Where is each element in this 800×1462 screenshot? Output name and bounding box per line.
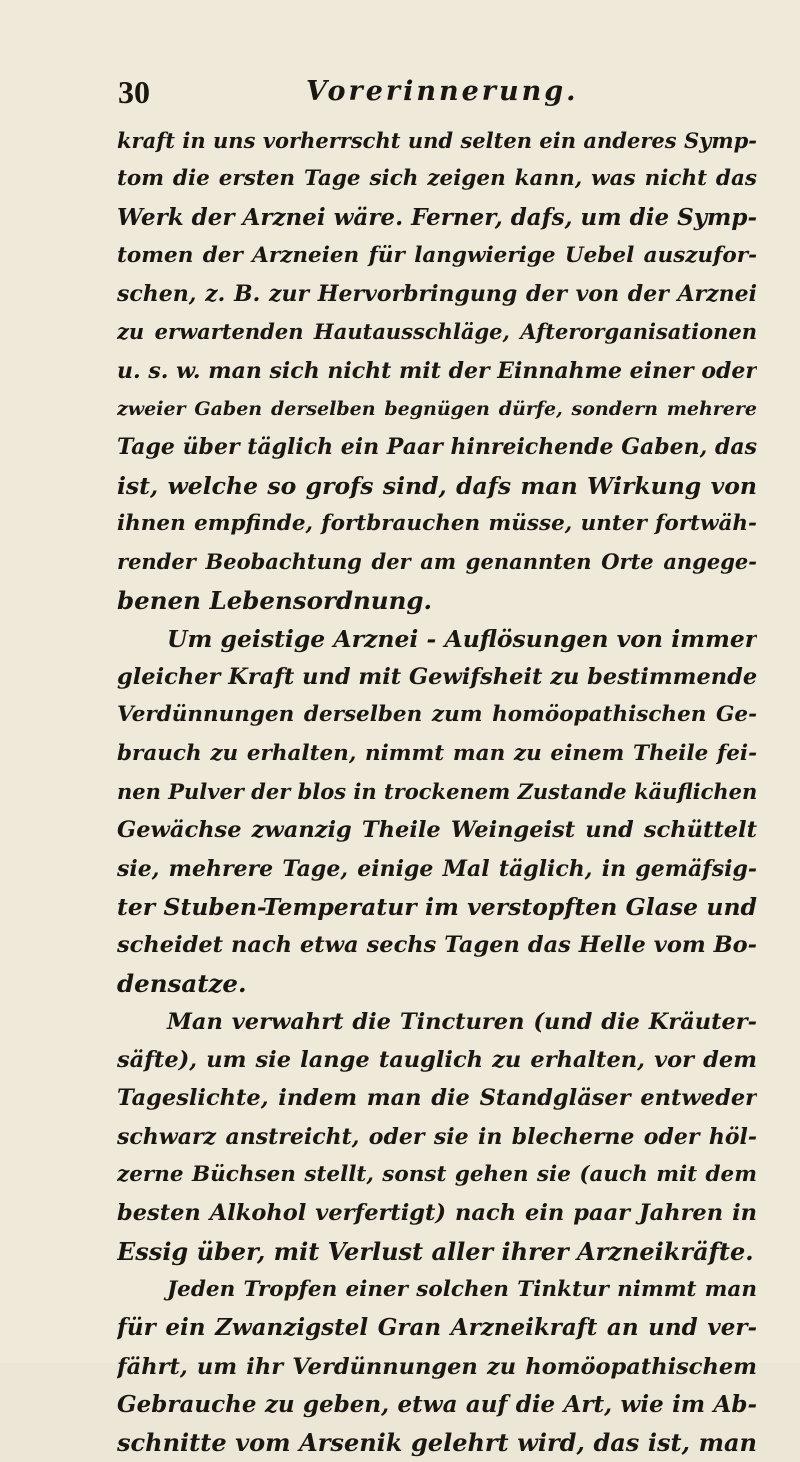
text-line: Werk der Arznei wäre. Ferner, dafs, um die Symp- — [117, 203, 757, 231]
text-line: ist, welche so grofs sind, dafs man Wirkung von — [117, 471, 757, 500]
text-line: benen Lebensordnung. — [117, 585, 433, 615]
text-line: schen, z. B. zur Hervorbringung der von der Arznei — [117, 281, 757, 308]
text-line: schwarz anstreicht, oder sie in blecherne oder höl- — [117, 1123, 757, 1150]
text-line: Um geistige Arznei - Auflösungen von immer — [167, 624, 757, 653]
text-line: schnitte vom Arsenik gelehrt wird, das ist, man — [117, 1428, 757, 1458]
text-line: densatze. — [117, 968, 247, 998]
text-line: zu erwartenden Hautausschläge, Afterorganisationen — [117, 319, 757, 345]
text-line: Gebrauche zu geben, etwa auf die Art, wie im Ab- — [117, 1390, 757, 1418]
text-line: Verdünnungen derselben zum homöopathischen Ge- — [117, 702, 757, 728]
page-header — [118, 74, 758, 114]
text-line: Gewächse zwanzig Theile Weingeist und schüttelt — [117, 817, 757, 844]
page-number: 30 — [118, 74, 150, 110]
text-line: ter Stuben-Temperatur im verstopften Glase und — [117, 892, 757, 921]
text-line: säfte), um sie lange tauglich zu erhalten, vor dem — [117, 1047, 757, 1074]
text-line: Essig über, mit Verlust aller ihrer Arzneikräfte. — [117, 1236, 754, 1266]
text-line: besten Alkohol verfertigt) nach ein paar Jahren in — [117, 1200, 757, 1227]
text-line: Man verwahrt die Tincturen (und die Kräuter- — [167, 1008, 757, 1035]
text-line: für ein Zwanzigstel Gran Arzneikraft an und ver- — [117, 1314, 757, 1342]
text-line: u. s. w. man sich nicht mit der Einnahme einer oder — [117, 357, 757, 384]
text-line: Tageslichte, indem man die Standgläser entweder — [117, 1085, 757, 1112]
text-line: gleicher Kraft und mit Gewifsheit zu bestimmende — [117, 664, 757, 691]
text-line: scheidet nach etwa sechs Tagen das Helle vom Bo- — [117, 932, 757, 959]
body-text — [117, 122, 757, 1462]
text-line: brauch zu erhalten, nimmt man zu einem Theile fei- — [117, 740, 757, 766]
running-title: Vorerinnerung. — [306, 76, 579, 107]
text-line: zerne Büchsen stellt, sonst gehen sie (auch mit dem — [117, 1162, 757, 1188]
text-line: tomen der Arzneien für langwierige Uebel auszufor- — [117, 242, 757, 268]
text-line: zweier Gaben derselben begnügen dürfe, sondern mehrere — [117, 398, 757, 421]
text-line: Tage über täglich ein Paar hinreichende Gaben, das — [117, 434, 757, 461]
text-line: sie, mehrere Tage, einige Mal täglich, in gemäfsig- — [117, 855, 757, 882]
text-line: render Beobachtung der am genannten Orte angege- — [117, 549, 757, 575]
text-line: Jeden Tropfen einer solchen Tinktur nimmt man — [167, 1276, 757, 1302]
text-line: nen Pulver der blos in trockenem Zustande käuflichen — [117, 779, 757, 805]
text-line: ihnen empfinde, fortbrauchen müsse, unter fortwäh- — [117, 510, 757, 536]
text-line: fährt, um ihr Verdünnungen zu homöopathischem — [117, 1353, 757, 1380]
text-line: tom die ersten Tage sich zeigen kann, was nicht das — [117, 166, 757, 192]
text-line: kraft in uns vorherrscht und selten ein anderes Symp- — [117, 128, 757, 153]
